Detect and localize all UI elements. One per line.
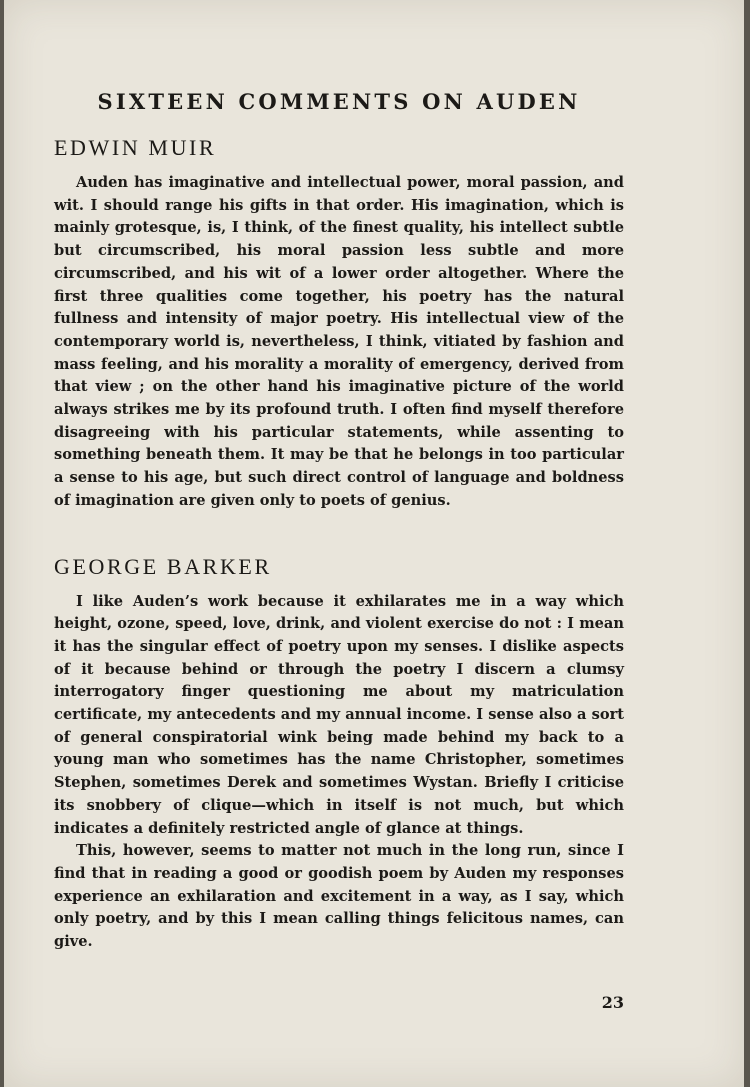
author-heading: EDWIN MUIR	[54, 135, 217, 160]
book-page	[4, 0, 744, 1087]
section-edwin-muir	[54, 134, 624, 513]
section-george-barker	[54, 553, 624, 954]
paragraph: I like Auden’s work because it exhilarates me in a way which height, ozone, speed, love, drink, and violent exercise do not : I mean it has the singular effect of poetry upon my senses. I dislike aspects of it because behind or through the poetry I discern a clumsy interrogatory finger questioning me about my matriculation certificate, my antecedents and my annual income. I sense also a sort of general conspiratorial wink being made behind my back to a young man who sometimes has the name Christopher, sometimes Stephen, sometimes Derek and sometimes Wystan. Briefly I criticise its snobbery of clique—which in itself is not much, but which indicates a definitely restricted angle of glance at things.	[54, 592, 624, 837]
page-title: SIXTEEN COMMENTS ON AUDEN	[97, 89, 581, 114]
author-heading: GEORGE BARKER	[54, 553, 272, 579]
essay-body	[54, 172, 624, 513]
paragraph: This, however, seems to matter not much in the long run, since I find that in reading a good or goodish poem by Auden my responses experience an exhilaration and excitement in a way, as I say, which only poetry, and by this I mean calling things felicitous names, can give.	[54, 842, 624, 951]
page-content	[54, 88, 624, 954]
page-number: 23	[601, 993, 624, 1012]
essay-body	[54, 591, 624, 954]
paragraph: Auden has imaginative and intellectual power, moral passion, and wit. I should range his gifts in that order. His imagination, which is mainly grotesque, is, I think, of the finest quality, his intellect subtle but circumscribed, his moral passion less subtle and more circumscribed, and his wit of a lower order altogether. Where the first three qualities come together, his poetry has the natural fullness and intensity of major poetry. His intellectual view of the contemporary world is, nevertheless, I think, vitiated by fashion and mass feeling, and his morality a morality of emergency, derived from that view ; on the other hand his imaginative picture of the world always strikes me by its profound truth. I often find myself therefore disagreeing with his particular statements, while assenting to something beneath them. It may be that he belongs in too particular a sense to his age, but such direct control of language and boldness of imagination are given only to poets of genius.	[54, 174, 624, 509]
